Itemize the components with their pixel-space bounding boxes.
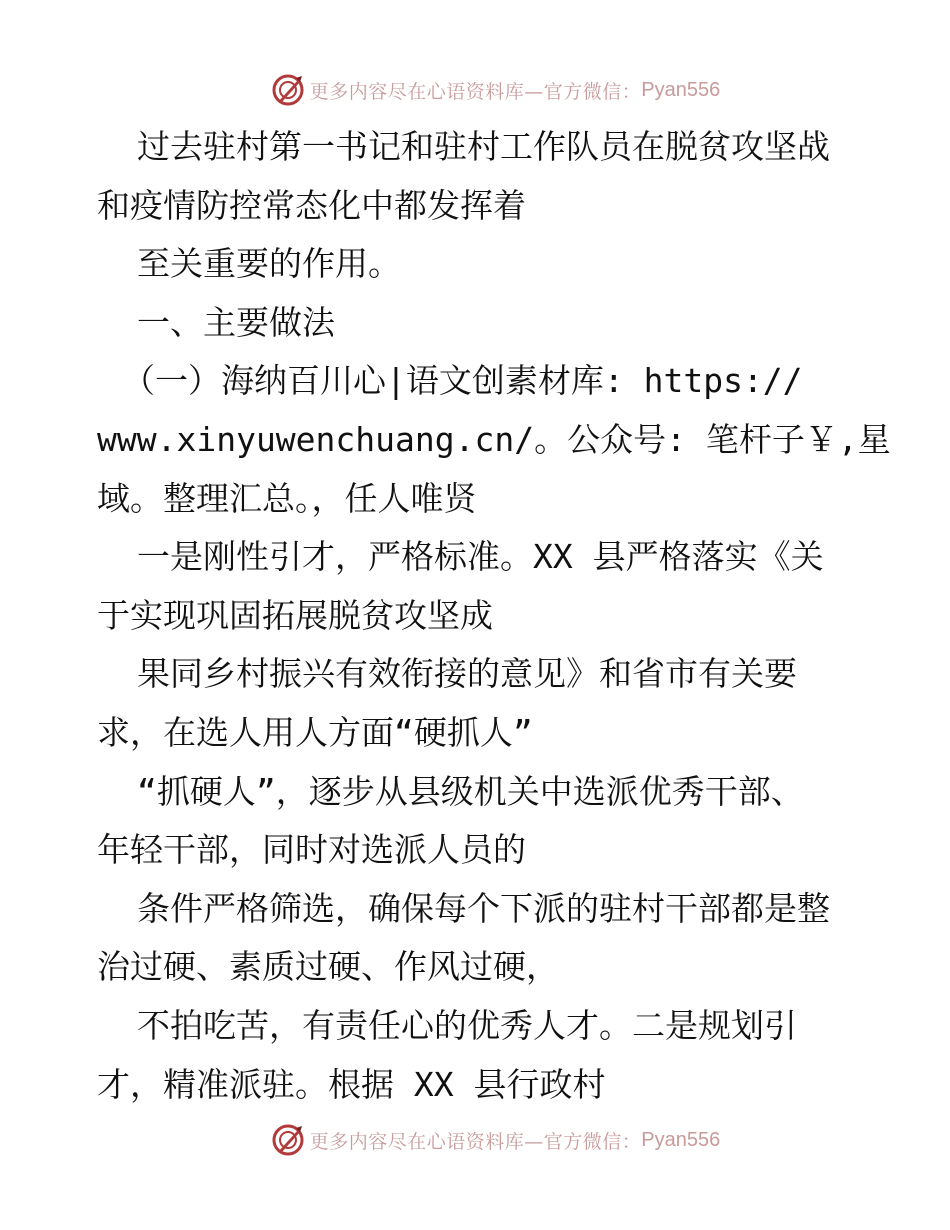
text-line: （一）海纳百川心|语文创素材库: https:// — [122, 361, 803, 401]
text-line: 一、主要做法 — [137, 302, 335, 342]
text-line: www.xinyuwenchuang.cn/。公众号: 笔杆子￥,星 — [97, 419, 891, 459]
text-line: 域。整理汇总。，任人唯贤 — [97, 478, 477, 518]
quill-seal-icon — [270, 1122, 306, 1158]
banner-text: 更多内容尽在心语资料库—官方微信： — [309, 1130, 642, 1153]
banner-text: 更多内容尽在心语资料库—官方微信： — [309, 80, 642, 103]
text-line: 条件严格筛选，确保每个下派的驻村干部都是整 — [137, 888, 830, 928]
footer-banner — [0, 1120, 950, 1160]
text-line: 和疫情防控常态化中都发挥着 — [97, 185, 526, 225]
banner-wechat-id: Pyan556 — [641, 78, 721, 101]
text-line: “抓硬人”，逐步从县级机关中选派优秀干部、 — [137, 771, 804, 811]
header-banner — [0, 70, 950, 110]
text-line: 过去驻村第一书记和驻村工作队员在脱贫攻坚战 — [137, 127, 830, 166]
text-line: 不拍吃苦，有责任心的优秀人才。二是规划引 — [137, 1005, 797, 1045]
quill-seal-icon — [270, 72, 306, 108]
text-line: 于实现巩固拓展脱贫攻坚成 — [97, 595, 493, 635]
text-line: 治过硬、素质过硬、作风过硬， — [97, 947, 559, 987]
text-line: 才，精准派驻。根据 XX 县行政村 — [97, 1064, 606, 1104]
text-line: 至关重要的作用。 — [137, 244, 401, 284]
text-line: 果同乡村振兴有效衔接的意见》和省市有关要 — [137, 654, 797, 694]
document-body — [97, 118, 891, 1114]
banner-wechat-id: Pyan556 — [641, 1128, 721, 1151]
text-line: 年轻干部，同时对选派人员的 — [97, 830, 526, 870]
text-line: 一是刚性引才，严格标准。XX 县严格落实《关 — [137, 537, 824, 577]
text-line: 求，在选人用人方面“硬抓人” — [97, 712, 533, 752]
